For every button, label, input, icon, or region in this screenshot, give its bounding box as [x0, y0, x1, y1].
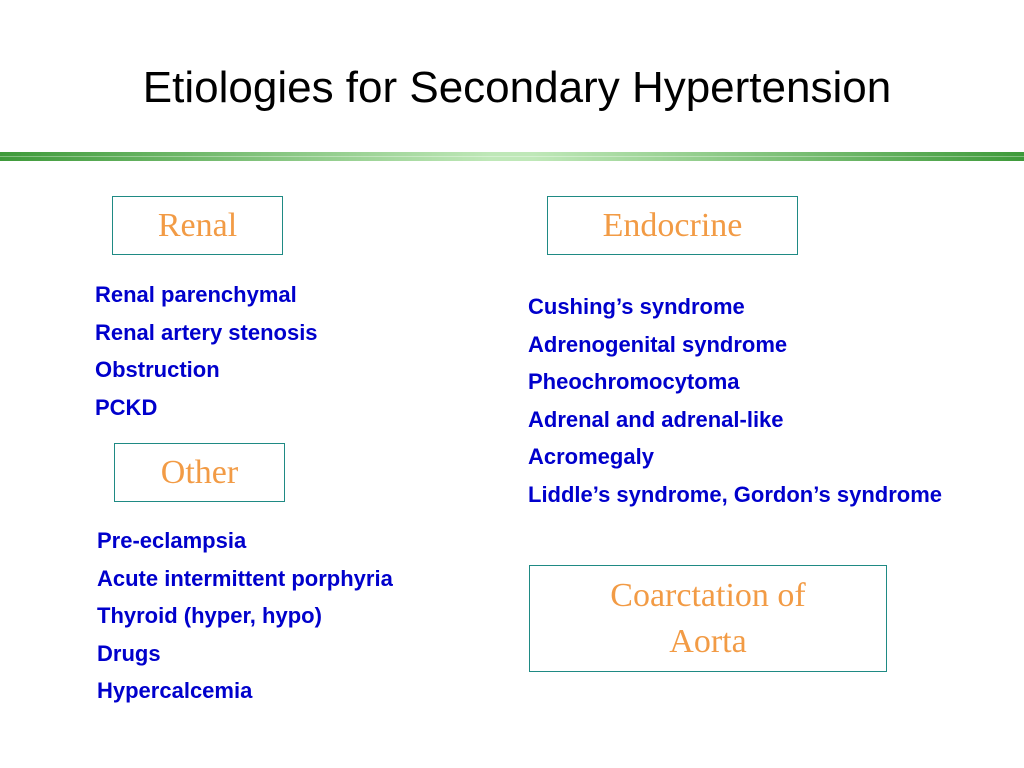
list-item: Acute intermittent porphyria [97, 565, 393, 591]
list-item: Drugs [97, 640, 161, 666]
renal-list [95, 276, 318, 426]
list-item: Pre-eclampsia [97, 528, 247, 553]
endocrine-heading: Endocrine [602, 206, 743, 244]
renal-heading: Renal [157, 206, 238, 244]
endocrine-list [528, 288, 948, 510]
renal-category-box [112, 196, 283, 255]
list-item: Obstruction [95, 357, 220, 382]
other-list [97, 522, 393, 710]
slide-title: Etiologies for Secondary Hypertension [142, 63, 892, 112]
list-item: Acromegaly [528, 444, 654, 469]
coarctation-category-box [529, 565, 887, 672]
title-divider [0, 152, 1024, 161]
coarctation-heading-line2: Aorta [669, 622, 747, 660]
endocrine-category-box [547, 196, 798, 255]
list-item: Renal parenchymal [95, 282, 297, 307]
coarctation-heading-line1: Coarctation of [610, 576, 806, 614]
list-item: Pheochromocytoma [528, 369, 740, 394]
list-item: Renal artery stenosis [95, 319, 318, 345]
list-item: PCKD [95, 394, 158, 420]
list-item: Liddle’s syndrome, Gordon’s syndrome [528, 481, 943, 507]
list-item: Cushing’s syndrome [528, 294, 745, 319]
list-item: Hypercalcemia [97, 678, 253, 703]
other-category-box [114, 443, 285, 502]
list-item: Thyroid (hyper, hypo) [97, 603, 322, 628]
other-heading: Other [160, 453, 239, 491]
list-item: Adrenal and adrenal-like [528, 406, 784, 432]
list-item: Adrenogenital syndrome [528, 331, 788, 357]
